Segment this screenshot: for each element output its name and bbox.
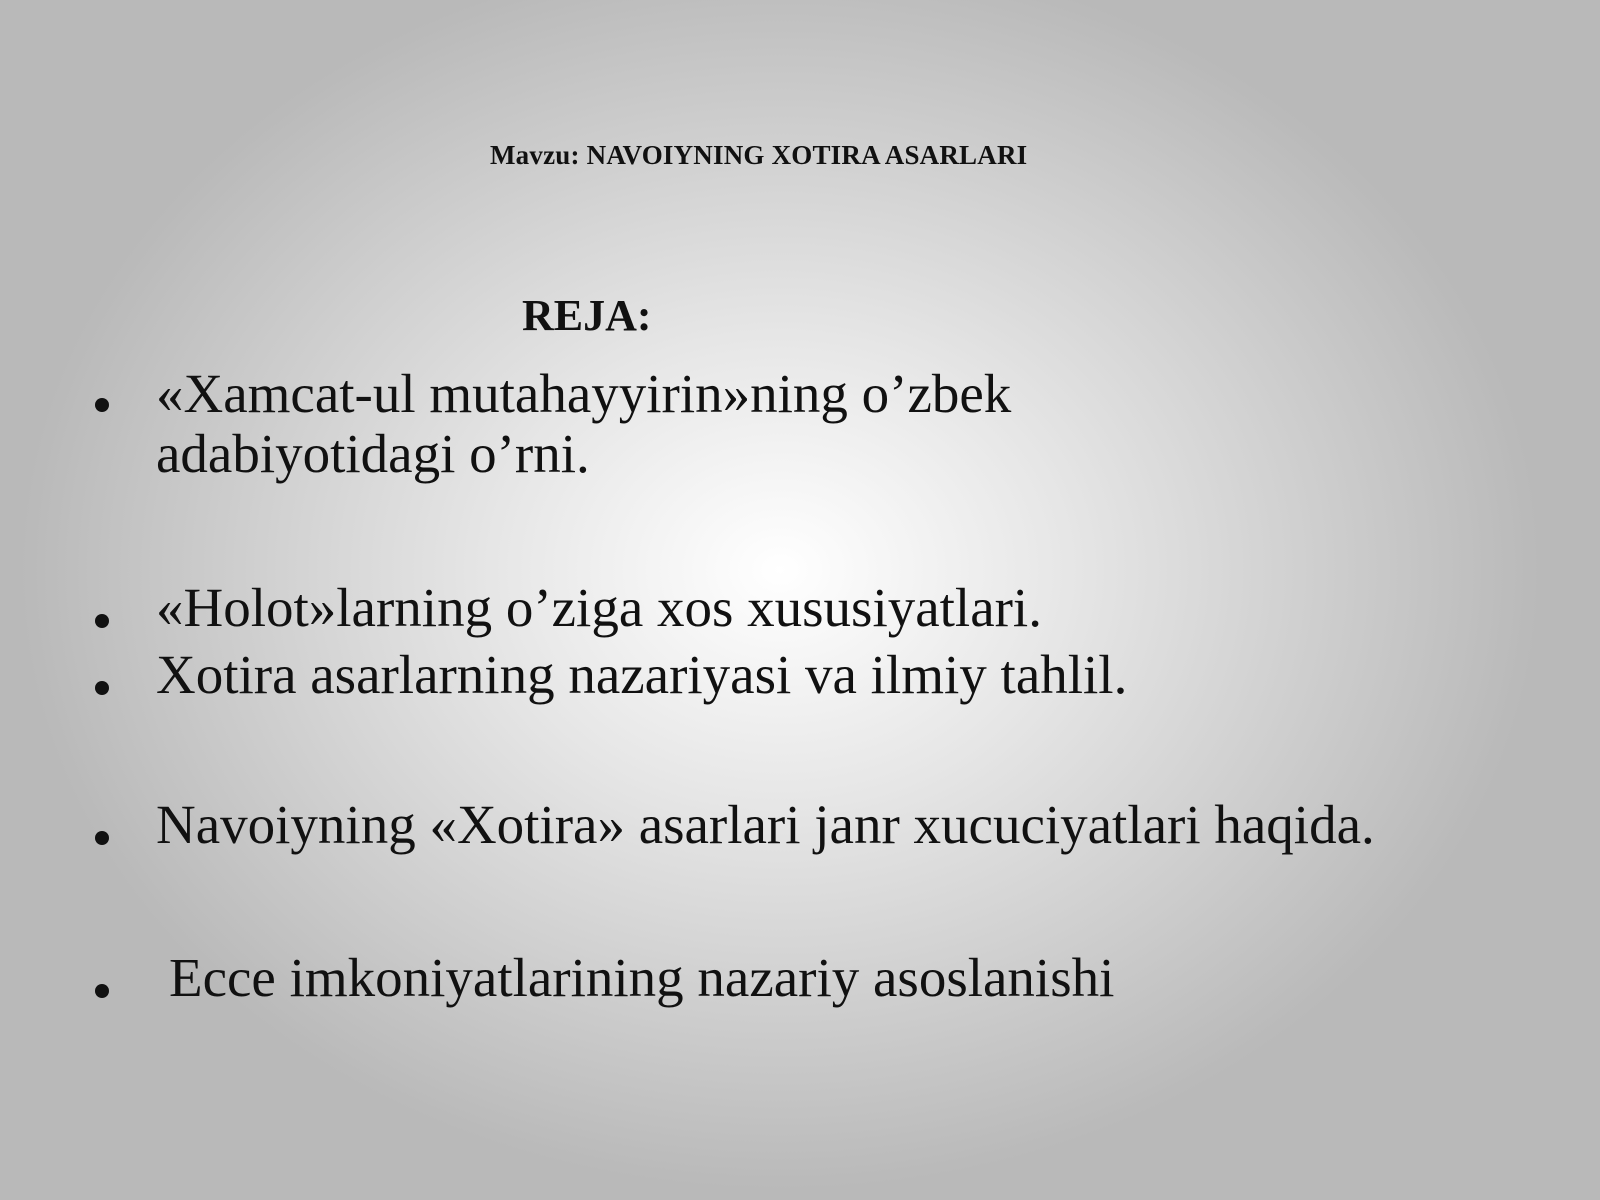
bullet-dot-icon <box>95 614 109 628</box>
plan-item-text: Ecce imkoniyatlarining nazariy asoslanishi <box>169 947 1115 1008</box>
slide-subject: Mavzu: NAVOIYNING XOTIRA ASARLARI <box>490 140 1028 170</box>
bullet-dot-icon <box>95 398 109 412</box>
plan-item-line: «Xamcat-ul mutahayyirin»ning o’zbek <box>156 363 1012 424</box>
bullet-dot-icon <box>95 984 109 998</box>
plan-heading: REJA: <box>522 291 652 340</box>
plan-item-text <box>156 364 1011 484</box>
plan-item-line: adabiyotidagi o’rni. <box>156 423 590 484</box>
bullet-dot-icon <box>95 681 109 695</box>
plan-item-3 <box>95 644 1535 705</box>
plan-item-text: «Holot»larning o’ziga xos xususiyatlari. <box>156 577 1042 638</box>
plan-item-4 <box>95 794 1535 855</box>
plan-item-text: Navoiyning «Xotira» asarlari janr xucuciyatlari haqida. <box>156 794 1375 855</box>
plan-item-text: Xotira asarlarning nazariyasi va ilmiy tahlil. <box>156 644 1128 705</box>
plan-item-1 <box>95 363 1535 484</box>
bullet-dot-icon <box>95 831 109 845</box>
plan-item-2 <box>95 577 1535 638</box>
plan-item-5 <box>95 947 1535 1008</box>
